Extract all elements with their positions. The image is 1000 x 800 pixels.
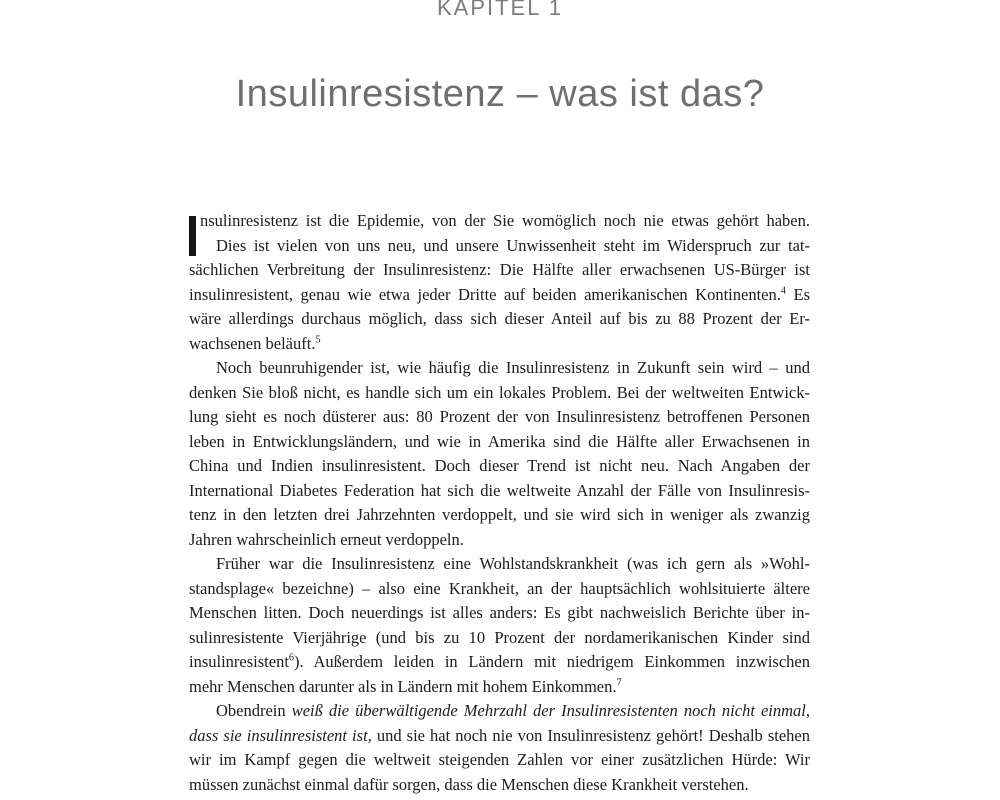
text-segment: sulinresistente Vierjährige (und bis zu 10 Prozent der nordamerikanischen Kinder sind — [189, 627, 810, 647]
text-line — [189, 528, 810, 553]
text-segment: Menschen litten. Doch neuerdings ist alles anders: Es gibt nachweislich Berichte über in- — [189, 603, 810, 622]
text-line — [189, 356, 810, 381]
text-line — [189, 454, 810, 479]
text-segment: nsulinresistenz ist die Epidemie, von der Sie womöglich noch nie etwas gehört haben. — [200, 211, 810, 230]
footnote-marker: 5 — [315, 334, 321, 345]
text-segment: dass sie insulinresistent ist, — [189, 725, 372, 745]
text-segment: Jahren wahrscheinlich erneut verdoppeln. — [189, 529, 464, 549]
text-line — [189, 209, 810, 234]
drop-cap-letter — [189, 216, 196, 256]
text-line — [189, 283, 810, 308]
text-segment: standsplage« bezeichne) – also eine Krankheit, an der hauptsächlich wohlsituierte ältere — [189, 578, 810, 598]
text-line — [189, 601, 810, 626]
text-segment: Noch beunruhigender ist, wie häufig die Insulinresistenz in Zukunft sein wird – und — [216, 358, 810, 377]
text-segment: Früher war die Insulinresistenz eine Wohlstandskrankheit (was ich gern als »Wohl- — [216, 554, 810, 573]
text-segment: insulinresistent — [189, 652, 289, 671]
footnote-marker: 7 — [616, 677, 622, 688]
text-line — [189, 234, 810, 259]
text-line — [189, 675, 810, 700]
text-segment: Dies ist vielen von uns neu, und unsere Unwissenheit steht im Widerspruch zur tat- — [216, 235, 810, 255]
text-segment: China und Indien insulinresistent. Doch dieser Trend ist nicht neu. Nach Angaben der — [189, 456, 810, 475]
text-segment: und sie hat noch nie von Insulinresistenz gehört! Deshalb stehen — [371, 725, 810, 745]
text-segment: lung sieht es noch düsterer aus: 80 Prozent der von Insulinresistenz betroffenen Personen — [189, 407, 810, 426]
text-segment: Es — [785, 284, 810, 304]
chapter-kicker: KAPITEL 1 — [436, 0, 563, 20]
text-line — [189, 626, 810, 651]
text-segment: wachsenen beläuft. — [189, 333, 316, 353]
text-line — [189, 479, 810, 504]
chapter-title: Insulinresistenz – was ist das? — [235, 73, 765, 115]
footnote-marker: 6 — [288, 652, 295, 664]
text-segment: wir im Kampf gegen die weltweit steigenden Zahlen vor einer zusätzlichen Hürde: Wir — [189, 750, 810, 769]
text-segment: denken Sie bloß nicht, es handle sich um ein lokales Problem. Bei der weltweiten Entwick- — [189, 382, 810, 402]
text-segment: müssen zunächst einmal dafür sorgen, dass die Menschen diese Krankheit verstehen. — [189, 774, 749, 794]
text-lines — [189, 209, 810, 797]
text-segment: tenz in den letzten drei Jahrzehnten verdoppelt, und sie wird sich in weniger als zwanzig — [189, 505, 810, 524]
text-line — [189, 699, 810, 724]
text-line — [189, 503, 810, 528]
text-line — [189, 748, 810, 773]
text-segment: leben in Entwicklungsländern, und wie in Amerika sind die Hälfte aller Erwachsenen in — [189, 431, 810, 451]
text-line — [189, 258, 810, 283]
text-line — [189, 381, 810, 406]
text-segment: Obendrein — [216, 701, 292, 720]
body-text-block — [189, 209, 810, 797]
text-line — [189, 405, 810, 430]
text-segment: wäre allerdings durchaus möglich, dass sich dieser Anteil auf bis zu 88 Prozent der Er- — [189, 309, 810, 328]
text-line — [189, 552, 810, 577]
text-segment: sächlichen Verbreitung der Insulinresistenz: Die Hälfte aller erwachsenen US-Bürger ist — [189, 260, 810, 279]
text-line — [189, 577, 810, 602]
text-line — [189, 773, 810, 798]
text-segment: weiß die überwältigende Mehrzahl der Insulinresistenten noch nicht einmal, — [291, 701, 810, 720]
text-line — [189, 650, 810, 675]
text-segment: insulinresistent, genau wie etwa jeder Dritte auf beiden amerikanischen Kontinenten. — [189, 284, 781, 304]
text-segment: mehr Menschen darunter als in Ländern mit hohem Einkommen. — [189, 676, 617, 696]
text-line — [189, 430, 810, 455]
footnote-marker: 4 — [780, 285, 786, 296]
text-segment: ). Außerdem leiden in Ländern mit niedrigem Einkommen inzwischen — [294, 652, 810, 671]
text-line — [189, 307, 810, 332]
text-segment: International Diabetes Federation hat sich die weltweite Anzahl der Fälle von Insulinresis- — [189, 480, 810, 500]
text-line — [189, 724, 810, 749]
text-line — [189, 332, 810, 357]
